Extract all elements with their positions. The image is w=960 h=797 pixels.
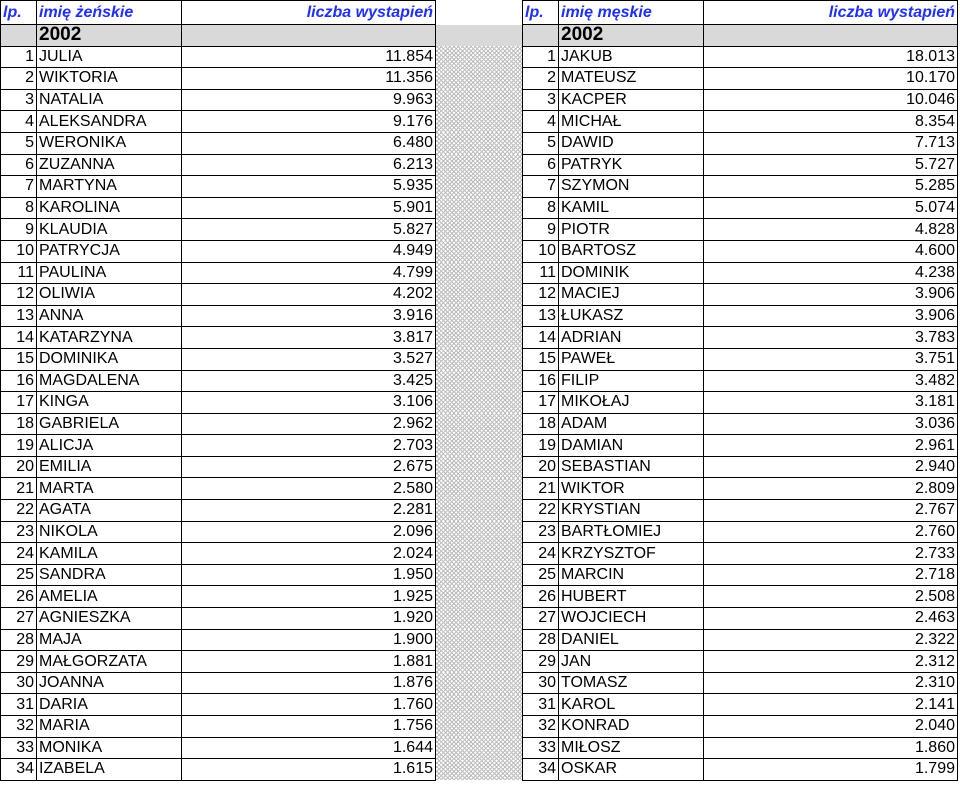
male-lp-cell: 7 — [523, 176, 559, 198]
male-name-cell: DOMINIK — [559, 262, 704, 284]
male-name-cell: JAN — [559, 651, 704, 673]
table-row — [1, 284, 958, 306]
female-count-cell: 4.202 — [182, 284, 436, 306]
table-row — [1, 262, 958, 284]
male-name-cell: PATRYK — [559, 154, 704, 176]
female-count-cell: 4.799 — [182, 262, 436, 284]
separator-column — [436, 176, 523, 198]
separator-column — [436, 651, 523, 673]
female-name-cell: NIKOLA — [37, 521, 182, 543]
female-lp-cell: 4 — [1, 111, 37, 133]
female-name-cell: KAMILA — [37, 543, 182, 565]
female-lp-cell: 8 — [1, 197, 37, 219]
male-count-cell: 1.860 — [704, 737, 958, 759]
male-lp-cell: 4 — [523, 111, 559, 133]
male-name-cell: KRZYSZTOF — [559, 543, 704, 565]
male-lp-cell: 30 — [523, 672, 559, 694]
separator-column — [436, 89, 523, 111]
female-name-cell: MARTA — [37, 478, 182, 500]
table-row — [1, 521, 958, 543]
male-lp-cell: 2 — [523, 68, 559, 90]
female-count-cell: 2.703 — [182, 435, 436, 457]
female-lp-cell: 17 — [1, 392, 37, 414]
male-count-cell: 2.733 — [704, 543, 958, 565]
male-lp-cell: 12 — [523, 284, 559, 306]
separator-column — [436, 327, 523, 349]
female-lp-cell: 23 — [1, 521, 37, 543]
male-name-cell: WIKTOR — [559, 478, 704, 500]
female-lp-cell: 22 — [1, 500, 37, 522]
separator-column — [436, 219, 523, 241]
table-row — [1, 456, 958, 478]
year-male: 2002 — [559, 25, 704, 47]
table-row — [1, 478, 958, 500]
male-name-cell: ADRIAN — [559, 327, 704, 349]
female-name-cell: ALICJA — [37, 435, 182, 457]
table-row — [1, 176, 958, 198]
separator-column — [436, 68, 523, 90]
female-count-cell: 11.854 — [182, 46, 436, 68]
female-name-cell: DOMINIKA — [37, 348, 182, 370]
female-name-cell: WERONIKA — [37, 132, 182, 154]
table-row — [1, 197, 958, 219]
female-lp-cell: 2 — [1, 68, 37, 90]
male-lp-cell: 29 — [523, 651, 559, 673]
male-name-cell: SEBASTIAN — [559, 456, 704, 478]
male-count-cell: 3.906 — [704, 305, 958, 327]
female-name-cell: ALEKSANDRA — [37, 111, 182, 133]
header-male-name: imię męskie — [559, 1, 704, 25]
female-count-cell: 2.962 — [182, 413, 436, 435]
header-lp-female: lp. — [1, 1, 37, 25]
table-row — [1, 759, 958, 781]
separator-column — [436, 25, 523, 47]
table-row — [1, 586, 958, 608]
female-name-cell: AGNIESZKA — [37, 608, 182, 630]
female-name-cell: PAULINA — [37, 262, 182, 284]
male-count-cell: 2.040 — [704, 716, 958, 738]
year-cell-blank — [182, 25, 436, 47]
female-lp-cell: 12 — [1, 284, 37, 306]
table-row — [1, 392, 958, 414]
male-lp-cell: 22 — [523, 500, 559, 522]
male-lp-cell: 13 — [523, 305, 559, 327]
table-row — [1, 111, 958, 133]
male-lp-cell: 23 — [523, 521, 559, 543]
separator-column — [436, 759, 523, 781]
female-lp-cell: 13 — [1, 305, 37, 327]
female-lp-cell: 1 — [1, 46, 37, 68]
header-male-count: liczba wystapień — [704, 1, 958, 25]
male-count-cell: 2.141 — [704, 694, 958, 716]
female-count-cell: 3.106 — [182, 392, 436, 414]
male-count-cell: 5.285 — [704, 176, 958, 198]
separator-column — [436, 132, 523, 154]
female-name-cell: WIKTORIA — [37, 68, 182, 90]
female-name-cell: GABRIELA — [37, 413, 182, 435]
female-name-cell: MARIA — [37, 716, 182, 738]
female-name-cell: MAŁGORZATA — [37, 651, 182, 673]
male-count-cell: 10.046 — [704, 89, 958, 111]
male-lp-cell: 20 — [523, 456, 559, 478]
male-count-cell: 7.713 — [704, 132, 958, 154]
separator-column — [436, 521, 523, 543]
year-female: 2002 — [37, 25, 182, 47]
table-row — [1, 564, 958, 586]
female-count-cell: 5.827 — [182, 219, 436, 241]
female-name-cell: KAROLINA — [37, 197, 182, 219]
female-count-cell: 2.675 — [182, 456, 436, 478]
male-lp-cell: 21 — [523, 478, 559, 500]
header-lp-male: lp. — [523, 1, 559, 25]
separator-column — [436, 154, 523, 176]
male-count-cell: 5.074 — [704, 197, 958, 219]
male-count-cell: 2.961 — [704, 435, 958, 457]
male-count-cell: 2.809 — [704, 478, 958, 500]
male-count-cell: 8.354 — [704, 111, 958, 133]
separator-column — [436, 586, 523, 608]
female-name-cell: AMELIA — [37, 586, 182, 608]
female-lp-cell: 25 — [1, 564, 37, 586]
separator-column — [436, 262, 523, 284]
male-lp-cell: 6 — [523, 154, 559, 176]
male-lp-cell: 1 — [523, 46, 559, 68]
male-lp-cell: 34 — [523, 759, 559, 781]
male-lp-cell: 25 — [523, 564, 559, 586]
female-lp-cell: 33 — [1, 737, 37, 759]
year-cell-blank — [1, 25, 37, 47]
male-lp-cell: 28 — [523, 629, 559, 651]
female-count-cell: 1.920 — [182, 608, 436, 630]
female-count-cell: 6.480 — [182, 132, 436, 154]
female-count-cell: 2.024 — [182, 543, 436, 565]
female-count-cell: 5.901 — [182, 197, 436, 219]
male-count-cell: 5.727 — [704, 154, 958, 176]
male-count-cell: 3.036 — [704, 413, 958, 435]
male-name-cell: HUBERT — [559, 586, 704, 608]
female-lp-cell: 31 — [1, 694, 37, 716]
male-name-cell: JAKUB — [559, 46, 704, 68]
separator-column — [436, 197, 523, 219]
male-name-cell: PIOTR — [559, 219, 704, 241]
separator-column — [436, 435, 523, 457]
table-row — [1, 348, 958, 370]
separator-column — [436, 564, 523, 586]
year-row — [1, 25, 958, 47]
male-name-cell: MIŁOSZ — [559, 737, 704, 759]
table-row — [1, 608, 958, 630]
male-lp-cell: 33 — [523, 737, 559, 759]
female-lp-cell: 7 — [1, 176, 37, 198]
separator-column — [436, 543, 523, 565]
male-lp-cell: 17 — [523, 392, 559, 414]
separator-column — [436, 694, 523, 716]
female-lp-cell: 28 — [1, 629, 37, 651]
female-lp-cell: 27 — [1, 608, 37, 630]
female-lp-cell: 19 — [1, 435, 37, 457]
male-name-cell: MIKOŁAJ — [559, 392, 704, 414]
header-female-name: imię żeńskie — [37, 1, 182, 25]
male-lp-cell: 27 — [523, 608, 559, 630]
male-count-cell: 2.940 — [704, 456, 958, 478]
female-count-cell: 9.176 — [182, 111, 436, 133]
male-name-cell: WOJCIECH — [559, 608, 704, 630]
female-lp-cell: 34 — [1, 759, 37, 781]
male-count-cell: 2.508 — [704, 586, 958, 608]
male-count-cell: 2.312 — [704, 651, 958, 673]
female-lp-cell: 14 — [1, 327, 37, 349]
female-name-cell: JOANNA — [37, 672, 182, 694]
male-lp-cell: 18 — [523, 413, 559, 435]
female-count-cell: 3.425 — [182, 370, 436, 392]
female-lp-cell: 20 — [1, 456, 37, 478]
separator-column — [436, 672, 523, 694]
male-name-cell: MACIEJ — [559, 284, 704, 306]
male-count-cell: 2.760 — [704, 521, 958, 543]
male-name-cell: KONRAD — [559, 716, 704, 738]
male-count-cell: 2.767 — [704, 500, 958, 522]
male-count-cell: 2.310 — [704, 672, 958, 694]
male-lp-cell: 16 — [523, 370, 559, 392]
separator-column — [436, 348, 523, 370]
female-name-cell: DARIA — [37, 694, 182, 716]
male-count-cell: 4.828 — [704, 219, 958, 241]
male-count-cell: 3.906 — [704, 284, 958, 306]
female-count-cell: 1.615 — [182, 759, 436, 781]
male-lp-cell: 26 — [523, 586, 559, 608]
separator-column — [436, 370, 523, 392]
male-lp-cell: 11 — [523, 262, 559, 284]
table-row — [1, 327, 958, 349]
separator-column — [436, 413, 523, 435]
female-count-cell: 4.949 — [182, 240, 436, 262]
male-count-cell: 2.463 — [704, 608, 958, 630]
female-name-cell: KATARZYNA — [37, 327, 182, 349]
table-row — [1, 46, 958, 68]
female-count-cell: 1.756 — [182, 716, 436, 738]
male-name-cell: KACPER — [559, 89, 704, 111]
female-lp-cell: 30 — [1, 672, 37, 694]
table-row — [1, 240, 958, 262]
female-count-cell: 1.881 — [182, 651, 436, 673]
separator-column — [436, 284, 523, 306]
female-count-cell: 1.900 — [182, 629, 436, 651]
female-name-cell: ZUZANNA — [37, 154, 182, 176]
female-name-cell: MARTYNA — [37, 176, 182, 198]
year-cell-blank — [523, 25, 559, 47]
separator-column — [436, 608, 523, 630]
table-row — [1, 543, 958, 565]
female-lp-cell: 32 — [1, 716, 37, 738]
separator-column — [436, 240, 523, 262]
male-name-cell: SZYMON — [559, 176, 704, 198]
female-name-cell: JULIA — [37, 46, 182, 68]
male-count-cell: 4.238 — [704, 262, 958, 284]
male-name-cell: MICHAŁ — [559, 111, 704, 133]
male-lp-cell: 8 — [523, 197, 559, 219]
table-row — [1, 219, 958, 241]
female-name-cell: OLIWIA — [37, 284, 182, 306]
table-row — [1, 737, 958, 759]
female-lp-cell: 5 — [1, 132, 37, 154]
header-female-count: liczba wystapień — [182, 1, 436, 25]
header-row — [1, 1, 958, 25]
male-count-cell: 3.751 — [704, 348, 958, 370]
male-name-cell: FILIP — [559, 370, 704, 392]
male-name-cell: DAWID — [559, 132, 704, 154]
female-lp-cell: 6 — [1, 154, 37, 176]
male-lp-cell: 31 — [523, 694, 559, 716]
male-name-cell: KRYSTIAN — [559, 500, 704, 522]
male-lp-cell: 5 — [523, 132, 559, 154]
female-lp-cell: 11 — [1, 262, 37, 284]
female-lp-cell: 3 — [1, 89, 37, 111]
table-row — [1, 370, 958, 392]
female-lp-cell: 24 — [1, 543, 37, 565]
male-name-cell: ADAM — [559, 413, 704, 435]
separator-column — [436, 305, 523, 327]
female-name-cell: IZABELA — [37, 759, 182, 781]
female-lp-cell: 26 — [1, 586, 37, 608]
female-lp-cell: 9 — [1, 219, 37, 241]
separator-column — [436, 500, 523, 522]
table-row — [1, 89, 958, 111]
male-name-cell: DANIEL — [559, 629, 704, 651]
separator-column — [436, 456, 523, 478]
table-row — [1, 672, 958, 694]
female-count-cell: 3.527 — [182, 348, 436, 370]
female-count-cell: 2.281 — [182, 500, 436, 522]
female-lp-cell: 16 — [1, 370, 37, 392]
male-name-cell: KAROL — [559, 694, 704, 716]
male-name-cell: DAMIAN — [559, 435, 704, 457]
female-count-cell: 2.096 — [182, 521, 436, 543]
male-count-cell: 4.600 — [704, 240, 958, 262]
male-lp-cell: 3 — [523, 89, 559, 111]
male-name-cell: ŁUKASZ — [559, 305, 704, 327]
male-count-cell: 10.170 — [704, 68, 958, 90]
female-name-cell: SANDRA — [37, 564, 182, 586]
separator-column — [436, 716, 523, 738]
female-count-cell: 5.935 — [182, 176, 436, 198]
male-name-cell: MARCIN — [559, 564, 704, 586]
male-count-cell: 18.013 — [704, 46, 958, 68]
female-name-cell: MAGDALENA — [37, 370, 182, 392]
female-count-cell: 1.760 — [182, 694, 436, 716]
male-lp-cell: 15 — [523, 348, 559, 370]
male-count-cell: 3.482 — [704, 370, 958, 392]
table-row — [1, 68, 958, 90]
male-count-cell: 2.718 — [704, 564, 958, 586]
table-row — [1, 132, 958, 154]
table-row — [1, 651, 958, 673]
female-count-cell: 9.963 — [182, 89, 436, 111]
female-count-cell: 6.213 — [182, 154, 436, 176]
male-lp-cell: 32 — [523, 716, 559, 738]
female-lp-cell: 29 — [1, 651, 37, 673]
male-count-cell: 1.799 — [704, 759, 958, 781]
separator-column — [436, 46, 523, 68]
female-lp-cell: 10 — [1, 240, 37, 262]
female-count-cell: 1.950 — [182, 564, 436, 586]
male-name-cell: PAWEŁ — [559, 348, 704, 370]
male-lp-cell: 19 — [523, 435, 559, 457]
female-lp-cell: 21 — [1, 478, 37, 500]
table-row — [1, 154, 958, 176]
separator-column — [436, 1, 523, 25]
female-name-cell: MAJA — [37, 629, 182, 651]
female-name-cell: KINGA — [37, 392, 182, 414]
female-count-cell: 1.925 — [182, 586, 436, 608]
female-count-cell: 2.580 — [182, 478, 436, 500]
male-count-cell: 2.322 — [704, 629, 958, 651]
male-name-cell: KAMIL — [559, 197, 704, 219]
separator-column — [436, 737, 523, 759]
table-row — [1, 629, 958, 651]
male-name-cell: TOMASZ — [559, 672, 704, 694]
table-row — [1, 716, 958, 738]
male-lp-cell: 24 — [523, 543, 559, 565]
male-lp-cell: 10 — [523, 240, 559, 262]
separator-column — [436, 392, 523, 414]
female-name-cell: ANNA — [37, 305, 182, 327]
female-lp-cell: 15 — [1, 348, 37, 370]
male-lp-cell: 14 — [523, 327, 559, 349]
table-row — [1, 305, 958, 327]
year-cell-blank — [704, 25, 958, 47]
female-name-cell: EMILIA — [37, 456, 182, 478]
table-row — [1, 413, 958, 435]
female-count-cell: 3.916 — [182, 305, 436, 327]
female-name-cell: AGATA — [37, 500, 182, 522]
female-name-cell: MONIKA — [37, 737, 182, 759]
female-name-cell: KLAUDIA — [37, 219, 182, 241]
table-row — [1, 435, 958, 457]
male-lp-cell: 9 — [523, 219, 559, 241]
male-count-cell: 3.783 — [704, 327, 958, 349]
female-count-cell: 1.876 — [182, 672, 436, 694]
separator-column — [436, 478, 523, 500]
female-count-cell: 3.817 — [182, 327, 436, 349]
table-row — [1, 694, 958, 716]
female-name-cell: NATALIA — [37, 89, 182, 111]
male-name-cell: OSKAR — [559, 759, 704, 781]
table-row — [1, 500, 958, 522]
male-name-cell: BARTOSZ — [559, 240, 704, 262]
female-name-cell: PATRYCJA — [37, 240, 182, 262]
male-count-cell: 3.181 — [704, 392, 958, 414]
male-name-cell: BARTŁOMIEJ — [559, 521, 704, 543]
separator-column — [436, 111, 523, 133]
separator-column — [436, 629, 523, 651]
female-lp-cell: 18 — [1, 413, 37, 435]
female-count-cell: 1.644 — [182, 737, 436, 759]
male-name-cell: MATEUSZ — [559, 68, 704, 90]
female-count-cell: 11.356 — [182, 68, 436, 90]
